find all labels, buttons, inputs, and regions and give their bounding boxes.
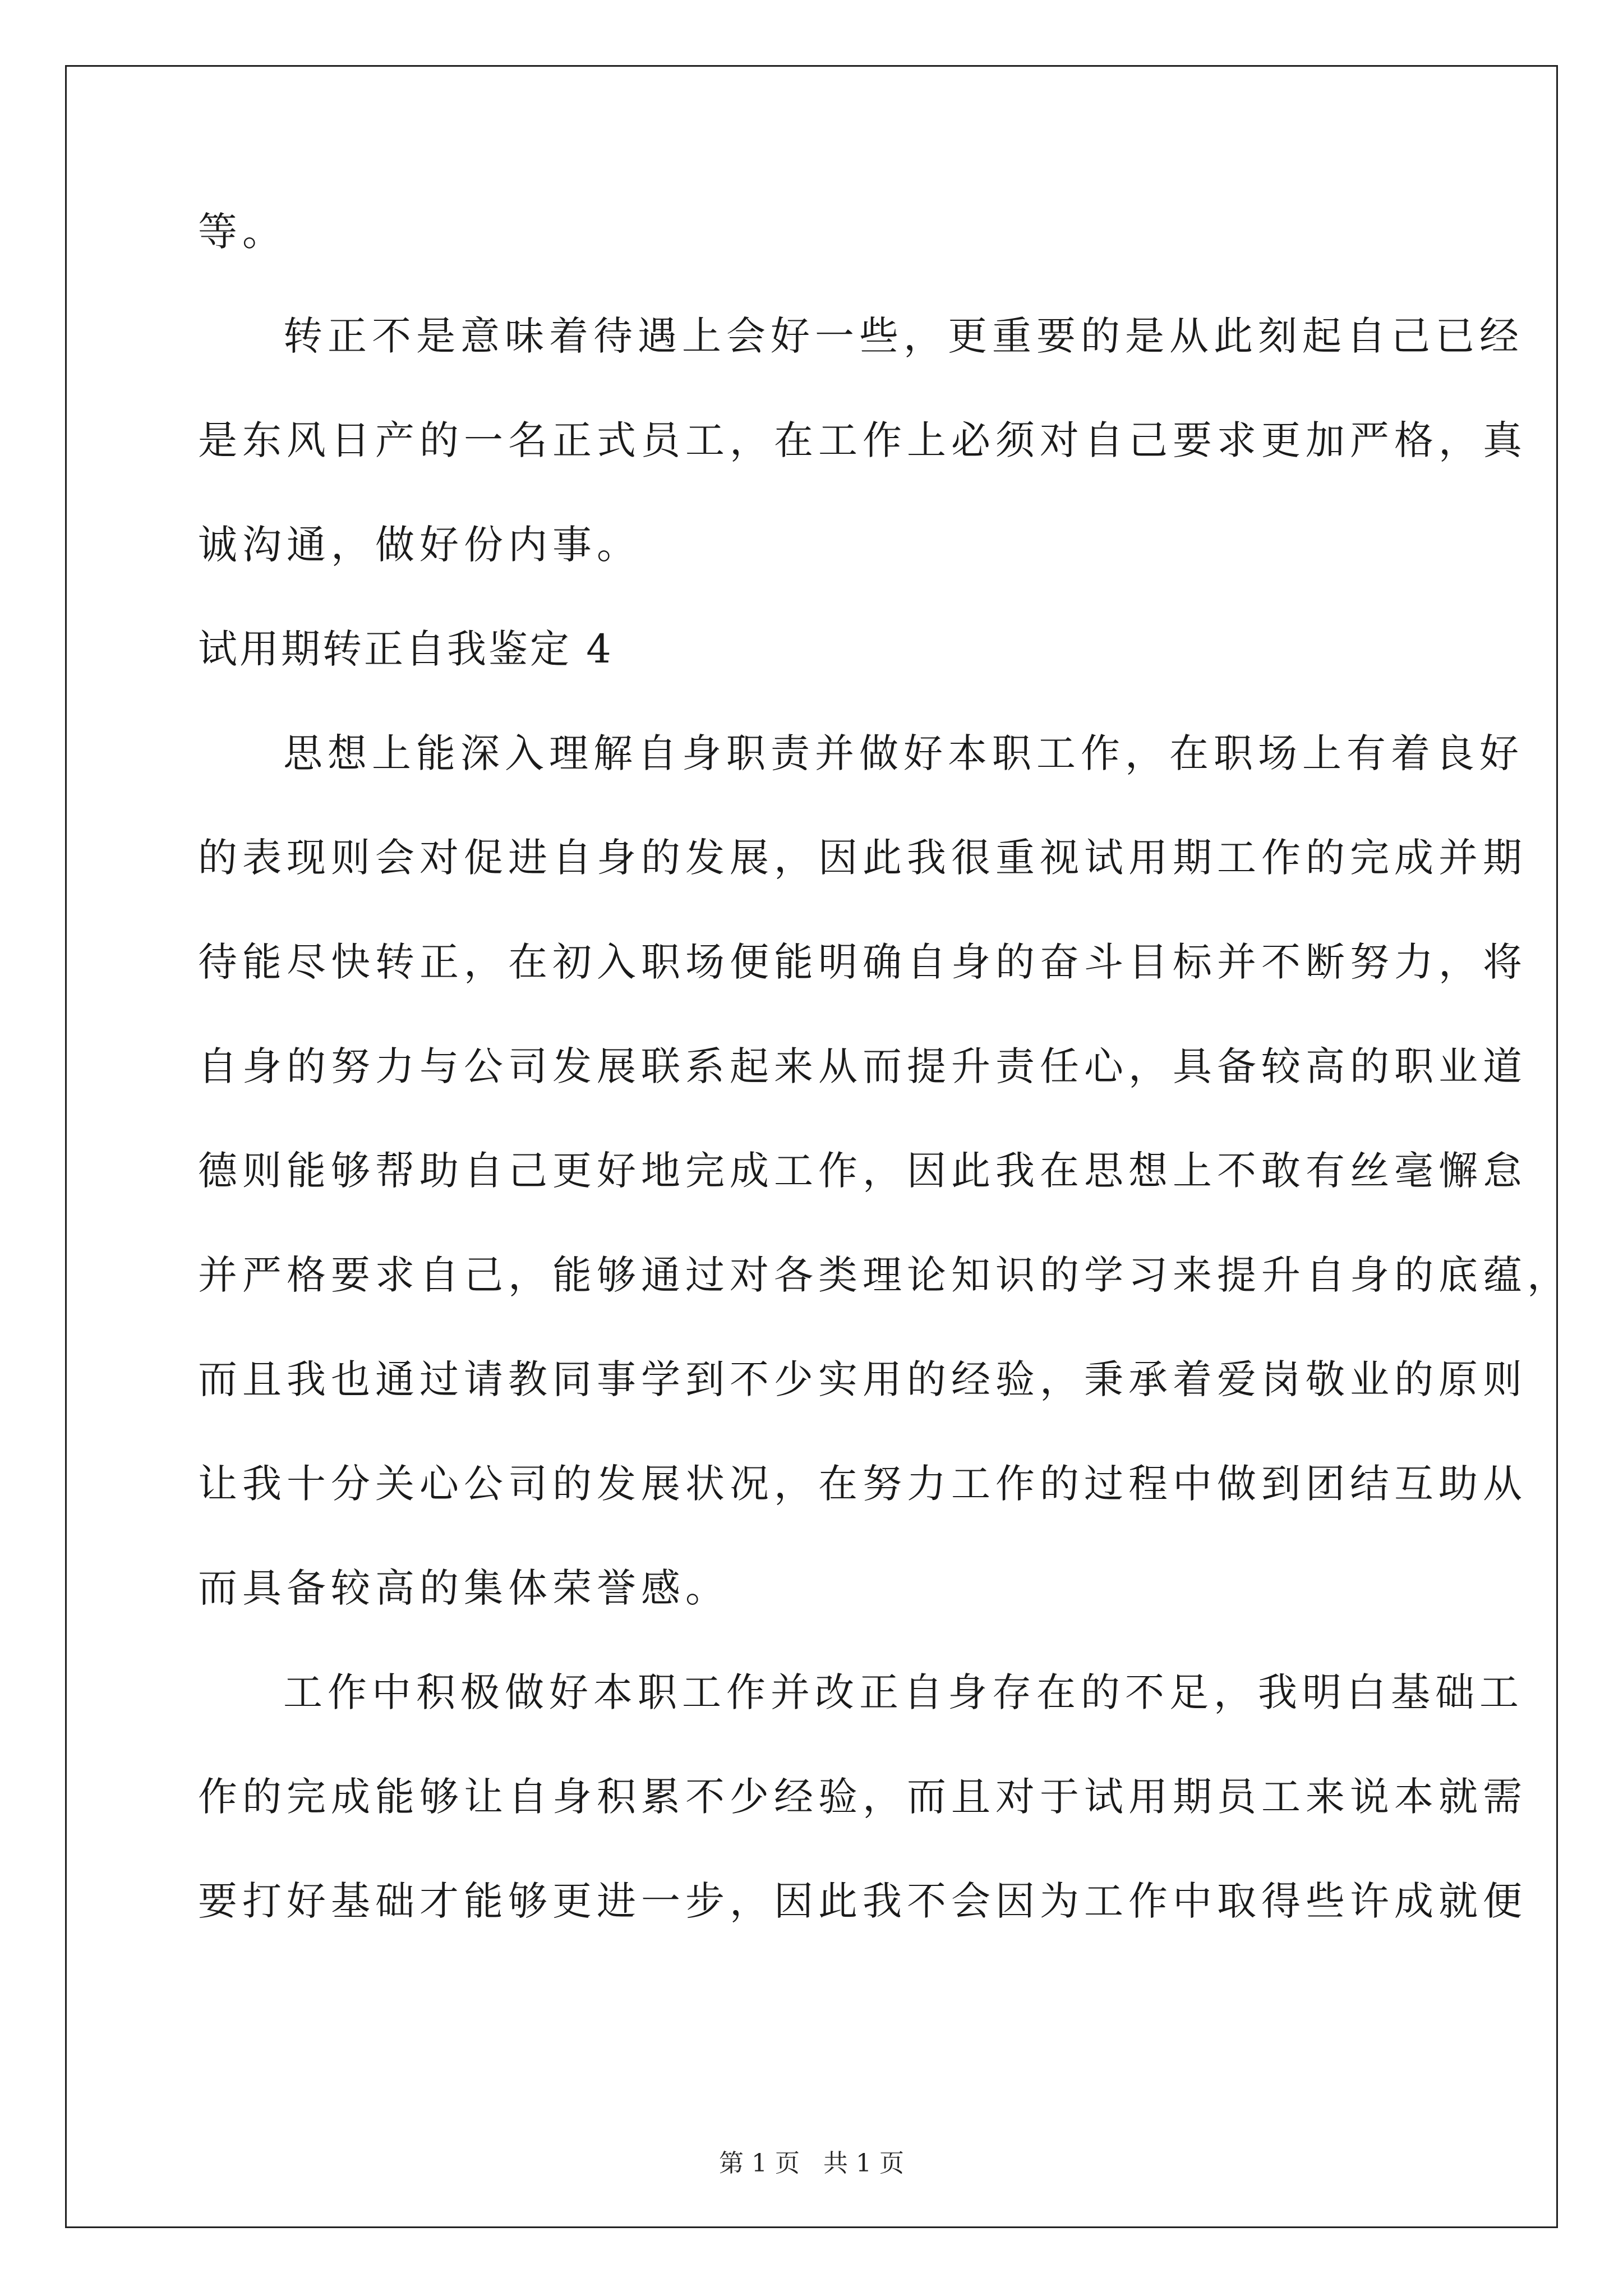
text-line: 让我十分关心公司的发展状况，在努力工作的过程中做到团结互助从 (198, 1461, 1527, 1507)
page-number: 第 1 页 (719, 2149, 800, 2178)
page-footer (0, 2143, 1623, 2179)
text-line: 要打好基础才能够更进一步，因此我不会因为工作中取得些许成就便 (198, 1878, 1527, 1924)
page-total: 共 1 页 (823, 2149, 904, 2178)
text-line: 工作中积极做好本职工作并改正自身存在的不足，我明白基础工 (283, 1669, 1524, 1715)
text-line: 待能尽快转正，在初入职场便能明确自身的奋斗目标并不断努力，将 (198, 939, 1527, 985)
text-line: 思想上能深入理解自身职责并做好本职工作，在职场上有着良好 (283, 730, 1524, 776)
text-line: 而具备较高的集体荣誉感。 (198, 1565, 730, 1611)
text-line: 等。 (198, 209, 287, 255)
text-line: 转正不是意味着待遇上会好一些，更重要的是从此刻起自己已经 (283, 313, 1524, 359)
text-line: 的表现则会对促进自身的发展，因此我很重视试用期工作的完成并期 (198, 835, 1527, 881)
section-heading: 试用期转正自我鉴定 4 (198, 626, 614, 672)
text-line: 德则能够帮助自己更好地完成工作，因此我在思想上不敢有丝毫懈怠 (198, 1148, 1527, 1194)
text-line: 而且我也通过请教同事学到不少实用的经验，秉承着爱岗敬业的原则 (198, 1356, 1527, 1402)
text-line: 作的完成能够让自身积累不少经验，而且对于试用期员工来说本就需 (198, 1774, 1527, 1820)
text-line: 诚沟通，做好份内事。 (198, 522, 641, 568)
text-line: 并严格要求自己，能够通过对各类理论知识的学习来提升自身的底蕴， (198, 1252, 1571, 1298)
text-line: 自身的努力与公司发展联系起来从而提升责任心，具备较高的职业道 (198, 1043, 1527, 1089)
text-line: 是东风日产的一名正式员工，在工作上必须对自己要求更加严格，真 (198, 417, 1527, 463)
document-body (198, 180, 1571, 1953)
